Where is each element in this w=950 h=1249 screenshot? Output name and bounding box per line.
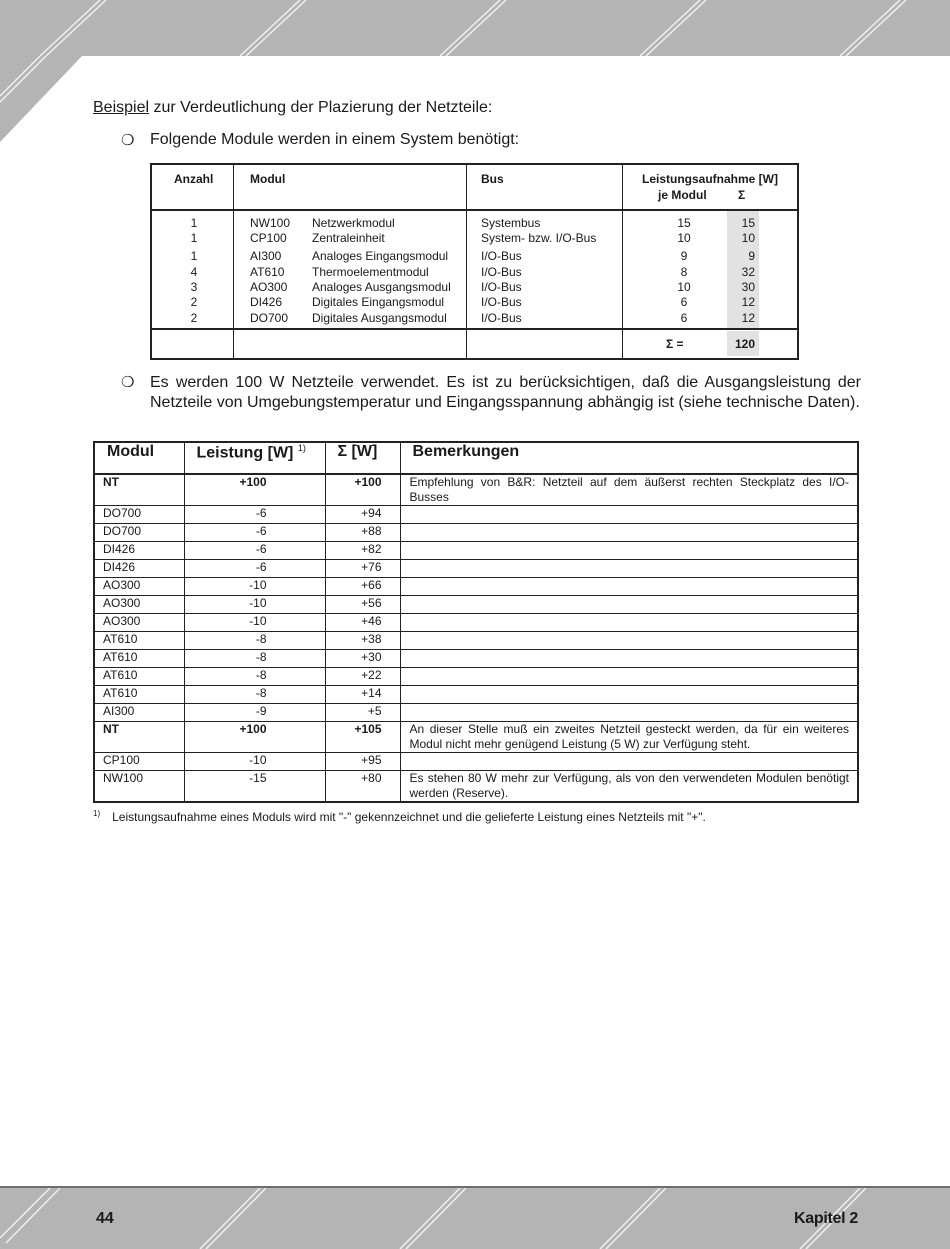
cell-leistung: -10 xyxy=(184,596,325,614)
header-anzahl: Anzahl xyxy=(174,172,214,186)
cell-modul: AT610 xyxy=(94,650,184,668)
cell-sum: 15 xyxy=(741,216,755,230)
cell-modul: DO700 xyxy=(94,524,184,542)
cell-description: Digitales Eingangsmodul xyxy=(312,295,445,309)
cell-leistung: -15 xyxy=(184,771,325,803)
cell-sigma: +66 xyxy=(325,578,400,596)
cell-sigma: +95 xyxy=(325,753,400,771)
cell-sigma: +46 xyxy=(325,614,400,632)
cell-bemerkung xyxy=(400,560,858,578)
cell-leistung: -10 xyxy=(184,578,325,596)
cell-description: Zentraleinheit xyxy=(312,231,385,245)
header-sigma: Σ xyxy=(738,188,746,202)
cell-sigma: +56 xyxy=(325,596,400,614)
cell-modul: DI426 xyxy=(94,542,184,560)
table-row xyxy=(94,722,858,753)
bullet-item xyxy=(121,373,861,413)
cell-bemerkung xyxy=(400,650,858,668)
header-leistung-label: Leistung [W] xyxy=(196,444,294,462)
cell-leistung: -6 xyxy=(184,560,325,578)
table-row xyxy=(94,753,858,771)
cell-bus: I/O-Bus xyxy=(481,280,522,294)
cell-leistung: -6 xyxy=(184,524,325,542)
cell-modul: DO700 xyxy=(94,506,184,524)
cell-bus: Systembus xyxy=(481,216,541,230)
cell-anzahl: 3 xyxy=(190,280,198,294)
table-row xyxy=(152,295,797,310)
page-number: 44 xyxy=(96,1210,114,1227)
cell-bemerkung xyxy=(400,506,858,524)
table-row xyxy=(94,632,858,650)
total-value: 120 xyxy=(734,337,755,351)
bullet-item xyxy=(121,131,519,149)
cell-sigma: +82 xyxy=(325,542,400,560)
cell-modul: DI426 xyxy=(94,560,184,578)
cell-bemerkung: An dieser Stelle muß ein zweites Netzteil gesteckt werden, da für ein weiteres Modul nicht mehr genügend Leistung (5 W) zur Verfügung steht. xyxy=(400,722,858,753)
table-row xyxy=(152,231,797,246)
cell-modul: AT610 xyxy=(94,632,184,650)
cell-sum: 12 xyxy=(741,311,755,325)
cell-leistung: +100 xyxy=(184,474,325,506)
cell-sigma: +105 xyxy=(325,722,400,753)
cell-je-modul: 15 xyxy=(677,216,691,230)
cell-leistung: -8 xyxy=(184,686,325,704)
header-row xyxy=(94,442,858,474)
diagonal-stripes-decoration xyxy=(0,0,950,56)
cell-anzahl: 4 xyxy=(190,265,198,279)
cell-sum: 32 xyxy=(741,265,755,279)
bullet-text: Es werden 100 W Netzteile verwendet. Es ist zu berücksichtigen, daß die Ausgangsleistung der Netzteile von Umgebungstemperatur und Eingangsspannung abhängig ist (siehe technische Daten). xyxy=(150,374,861,411)
cell-bemerkung xyxy=(400,596,858,614)
cell-anzahl: 2 xyxy=(190,295,198,309)
header-band xyxy=(0,0,950,56)
cell-sigma: +22 xyxy=(325,668,400,686)
cell-modul: AT610 xyxy=(94,668,184,686)
cell-sigma: +30 xyxy=(325,650,400,668)
header-modul-label: Modul xyxy=(107,443,155,460)
header-sigma xyxy=(325,442,400,474)
cell-modul: NT xyxy=(94,474,184,506)
cell-modul: CP100 xyxy=(250,231,287,245)
table-row xyxy=(94,578,858,596)
table-row xyxy=(94,506,858,524)
header-je-modul: je Modul xyxy=(658,188,707,202)
table-row xyxy=(94,524,858,542)
cell-modul: AI300 xyxy=(250,249,282,263)
cell-sum: 12 xyxy=(741,295,755,309)
cell-bemerkung xyxy=(400,614,858,632)
cell-bemerkung xyxy=(400,704,858,722)
cell-bemerkung xyxy=(400,686,858,704)
cell-bus: I/O-Bus xyxy=(481,265,522,279)
cell-leistung: -6 xyxy=(184,506,325,524)
bullet-text: Folgende Module werden in einem System benötigt: xyxy=(150,131,520,148)
cell-bemerkung xyxy=(400,542,858,560)
cell-modul: CP100 xyxy=(94,753,184,771)
table-row xyxy=(94,668,858,686)
module-requirements-table xyxy=(150,163,799,360)
cell-sigma: +14 xyxy=(325,686,400,704)
cell-sum: 9 xyxy=(748,249,755,263)
table-row xyxy=(94,650,858,668)
cell-leistung: -8 xyxy=(184,632,325,650)
cell-anzahl: 2 xyxy=(190,311,198,325)
cell-modul: AO300 xyxy=(250,280,288,294)
cell-anzahl: 1 xyxy=(190,216,198,230)
cell-je-modul: 10 xyxy=(677,231,691,245)
corner-decoration xyxy=(0,56,82,146)
cell-sigma: +5 xyxy=(325,704,400,722)
cell-bus: System- bzw. I/O-Bus xyxy=(481,231,597,245)
cell-je-modul: 9 xyxy=(680,249,688,263)
intro-underlined: Beispiel xyxy=(93,99,150,116)
total-label: Σ = xyxy=(666,337,684,351)
cell-bemerkung xyxy=(400,578,858,596)
cell-leistung: +100 xyxy=(184,722,325,753)
cell-description: Analoges Eingangsmodul xyxy=(312,249,449,263)
cell-sigma: +80 xyxy=(325,771,400,803)
circle-bullet-icon: ❍ xyxy=(121,374,135,391)
footnote xyxy=(93,809,706,824)
cell-modul: NT xyxy=(94,722,184,753)
cell-bus: I/O-Bus xyxy=(481,295,522,309)
cell-sum: 30 xyxy=(741,280,755,294)
table-row xyxy=(94,771,858,803)
cell-anzahl: 1 xyxy=(190,249,198,263)
cell-leistung: -8 xyxy=(184,668,325,686)
cell-bemerkung xyxy=(400,524,858,542)
header-sigma-label: Σ [W] xyxy=(337,443,378,460)
intro-text: zur Verdeutlichung der Plazierung der Netzteile: xyxy=(149,99,493,116)
cell-description: Netzwerkmodul xyxy=(312,216,395,230)
cell-je-modul: 10 xyxy=(677,280,691,294)
cell-je-modul: 6 xyxy=(680,311,688,325)
header-bus: Bus xyxy=(481,172,504,186)
footnote-ref: 1) xyxy=(297,443,306,453)
cell-anzahl: 1 xyxy=(190,231,198,245)
cell-modul: AO300 xyxy=(94,578,184,596)
header-leistung: Leistungsaufnahme [W] xyxy=(642,172,779,186)
cell-modul: AO300 xyxy=(94,596,184,614)
table-row xyxy=(94,614,858,632)
table-row xyxy=(94,542,858,560)
footnote-marker: 1) xyxy=(93,809,101,818)
header-bemerkungen xyxy=(400,442,858,474)
cell-modul: DI426 xyxy=(250,295,283,309)
cell-leistung: -9 xyxy=(184,704,325,722)
footer-divider xyxy=(152,328,797,330)
cell-leistung: -6 xyxy=(184,542,325,560)
cell-sigma: +76 xyxy=(325,560,400,578)
cell-je-modul: 6 xyxy=(680,295,688,309)
cell-bemerkung xyxy=(400,632,858,650)
intro-heading xyxy=(93,99,492,117)
cell-bemerkung xyxy=(400,668,858,686)
table-row xyxy=(152,280,797,295)
header-divider xyxy=(152,209,797,211)
cell-leistung: -10 xyxy=(184,753,325,771)
table-row xyxy=(94,474,858,506)
cell-sigma: +100 xyxy=(325,474,400,506)
cell-je-modul: 8 xyxy=(680,265,688,279)
cell-modul: NW100 xyxy=(94,771,184,803)
cell-bemerkung: Es stehen 80 W mehr zur Verfügung, als von den verwendeten Modulen benötigt werden (Reserve). xyxy=(400,771,858,803)
cell-modul: AO300 xyxy=(94,614,184,632)
table-row xyxy=(94,596,858,614)
cell-description: Analoges Ausgangsmodul xyxy=(312,280,451,294)
cell-leistung: -10 xyxy=(184,614,325,632)
table-row xyxy=(94,560,858,578)
cell-sum: 10 xyxy=(741,231,755,245)
cell-bemerkung xyxy=(400,753,858,771)
table-row xyxy=(94,686,858,704)
cell-modul: AT610 xyxy=(250,265,285,279)
table-row xyxy=(152,216,797,231)
table-row xyxy=(152,249,797,264)
header-bemerkungen-label: Bemerkungen xyxy=(412,443,520,460)
table-body xyxy=(94,474,858,802)
header-leistung xyxy=(184,442,325,474)
cell-bus: I/O-Bus xyxy=(481,311,522,325)
cell-sigma: +94 xyxy=(325,506,400,524)
footnote-text: Leistungsaufnahme eines Moduls wird mit "-" gekennzeichnet und die gelieferte Leistung eines Netzteils mit "+". xyxy=(112,810,706,824)
cell-description: Thermoelementmodul xyxy=(312,265,429,279)
cell-bemerkung: Empfehlung von B&R: Netzteil auf dem äußerst rechten Steckplatz des I/O-Busses xyxy=(400,474,858,506)
cell-bus: I/O-Bus xyxy=(481,249,522,263)
chapter-label: Kapitel 2 xyxy=(794,1210,858,1227)
cell-modul: NW100 xyxy=(250,216,291,230)
table-row xyxy=(152,265,797,280)
table-row xyxy=(152,311,797,326)
header-modul xyxy=(94,442,184,474)
cell-modul: AT610 xyxy=(94,686,184,704)
cell-modul: DO700 xyxy=(250,311,289,325)
power-supply-placement-table xyxy=(93,441,859,803)
cell-description: Digitales Ausgangsmodul xyxy=(312,311,447,325)
circle-bullet-icon: ❍ xyxy=(121,132,135,149)
cell-sigma: +88 xyxy=(325,524,400,542)
cell-leistung: -8 xyxy=(184,650,325,668)
cell-modul: AI300 xyxy=(94,704,184,722)
cell-sigma: +38 xyxy=(325,632,400,650)
header-modul: Modul xyxy=(250,172,286,186)
table-row xyxy=(94,704,858,722)
